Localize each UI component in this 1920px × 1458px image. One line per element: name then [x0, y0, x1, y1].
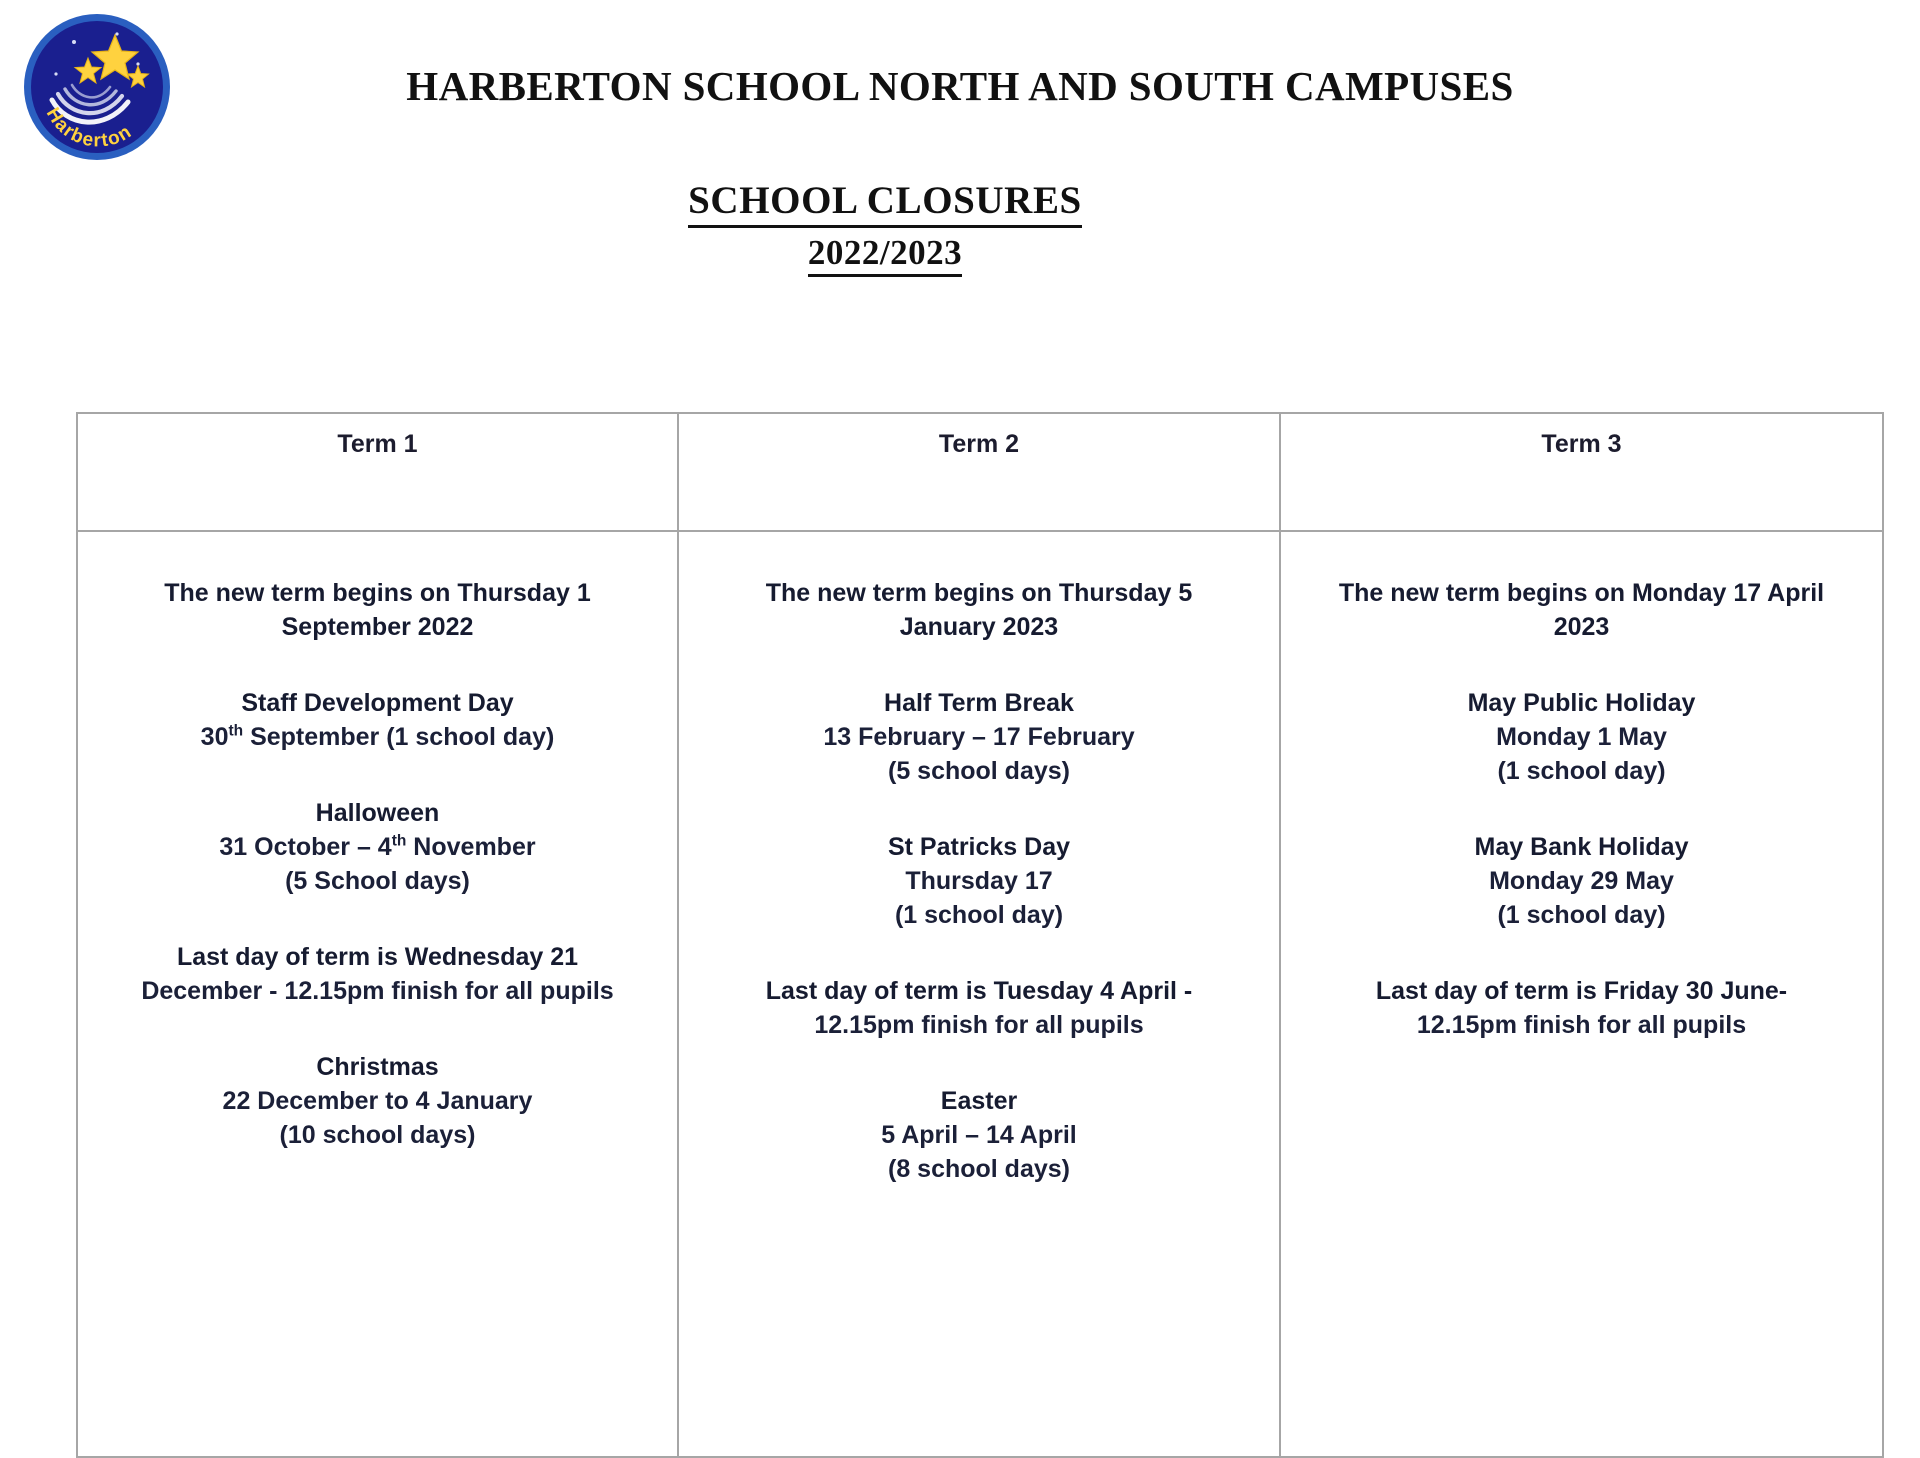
closure-entry — [697, 686, 1261, 788]
closure-entry-title: The new term begins on Thursday 5 — [765, 579, 1193, 607]
closure-entry-line: Thursday 17 — [905, 867, 1053, 895]
closure-entry-line — [96, 940, 659, 974]
closure-entry — [1299, 830, 1864, 932]
closure-entry-line: (1 school day) — [1497, 901, 1666, 929]
closure-entry-detail: is Wednesday 21 — [370, 943, 579, 971]
closure-entry-line: 13 February – 17 February — [823, 723, 1135, 751]
closure-entry-line: December - 12.15pm finish for all pupils — [141, 977, 614, 1005]
closure-entry-line: 30th September (1 school day) — [200, 722, 555, 751]
document-title — [180, 178, 1590, 277]
closure-entry-line: Monday 1 May — [1496, 723, 1667, 751]
closure-entry-detail: is Tuesday 4 April - — [958, 977, 1193, 1005]
logo-curved-text: Harberton — [41, 104, 137, 152]
closure-entry-title: The new term begins on Thursday 1 — [164, 579, 591, 607]
closure-entry-title: January 2023 — [899, 613, 1059, 641]
closure-entry-line — [1299, 974, 1864, 1008]
closure-entry-detail: is Friday 30 June- — [1568, 977, 1788, 1005]
closure-entry-emphasis: Last day of term — [176, 943, 371, 971]
ordinal-suffix: th — [228, 722, 244, 740]
closure-entry — [1299, 576, 1864, 644]
closure-entry-title: Half Term Break — [884, 689, 1074, 717]
masthead — [180, 62, 1740, 110]
closure-entry — [1299, 686, 1864, 788]
ordinal-suffix: th — [391, 832, 407, 850]
closure-entry-line: (5 School days) — [285, 867, 470, 895]
school-closures-table — [76, 412, 1884, 1458]
closure-entry-line: 31 October – 4th November — [219, 832, 536, 861]
term-header-cell — [77, 413, 678, 531]
closure-entry — [697, 830, 1261, 932]
table-body-row — [77, 531, 1883, 1457]
closure-entry — [697, 974, 1261, 1042]
closure-entry-title: 2023 — [1553, 613, 1610, 641]
closure-entry-line: (8 school days) — [888, 1155, 1070, 1183]
closure-entry-line: 12.15pm finish for all pupils — [814, 1011, 1144, 1039]
closure-entry-title: May Public Holiday — [1467, 689, 1696, 717]
term-body-cell — [77, 531, 678, 1457]
term-header-cell — [1280, 413, 1883, 531]
closure-entry-title: The new term begins on Monday 17 April — [1338, 579, 1825, 607]
closure-entry-line: (1 school day) — [894, 901, 1064, 929]
closure-entry-title: St Patricks Day — [887, 833, 1071, 861]
closure-entry-title: May Bank Holiday — [1474, 833, 1689, 861]
term-header-label: Term 1 — [337, 430, 418, 458]
term-body-cell — [1280, 531, 1883, 1457]
closure-entry — [96, 576, 659, 644]
closure-entry-line: 5 April – 14 April — [881, 1121, 1077, 1149]
closure-entry-title: Halloween — [315, 799, 440, 827]
school-crest-icon — [22, 12, 172, 162]
closure-entry-line: 22 December to 4 January — [222, 1087, 533, 1115]
closure-entry-title: Christmas — [316, 1053, 439, 1081]
closure-entry-title: September 2022 — [281, 613, 474, 641]
closure-entry-line: (1 school day) — [1497, 757, 1666, 785]
closure-entry-title: Staff Development Day — [241, 689, 514, 717]
closure-entry — [1299, 974, 1864, 1042]
closure-entry-line: (10 school days) — [279, 1121, 476, 1149]
closure-entry-emphasis: Last day of term — [1375, 977, 1569, 1005]
closure-entry-line — [697, 974, 1261, 1008]
closure-entry-line: (5 school days) — [888, 757, 1070, 785]
closure-entry-title: Easter — [940, 1087, 1018, 1115]
school-logo — [22, 12, 172, 162]
term-header-label: Term 3 — [1541, 430, 1622, 458]
closure-entry — [697, 1084, 1261, 1186]
closure-entry-emphasis: Last day of term — [765, 977, 959, 1005]
closure-entry — [96, 796, 659, 898]
document-title-line2: 2022/2023 — [808, 232, 962, 277]
table-header-row — [77, 413, 1883, 531]
closure-entry-line: 12.15pm finish for all pupils — [1416, 1011, 1747, 1039]
closure-entry — [96, 686, 659, 754]
term-body-cell — [678, 531, 1280, 1457]
closure-entry — [96, 1050, 659, 1152]
school-name: HARBERTON SCHOOL NORTH AND SOUTH CAMPUSES — [406, 63, 1514, 109]
closure-entry-line: Monday 29 May — [1489, 867, 1674, 895]
document-title-line1: SCHOOL CLOSURES — [688, 178, 1082, 228]
closure-entry — [697, 576, 1261, 644]
term-header-cell — [678, 413, 1280, 531]
closure-entry — [96, 940, 659, 1008]
term-header-label: Term 2 — [938, 430, 1020, 458]
